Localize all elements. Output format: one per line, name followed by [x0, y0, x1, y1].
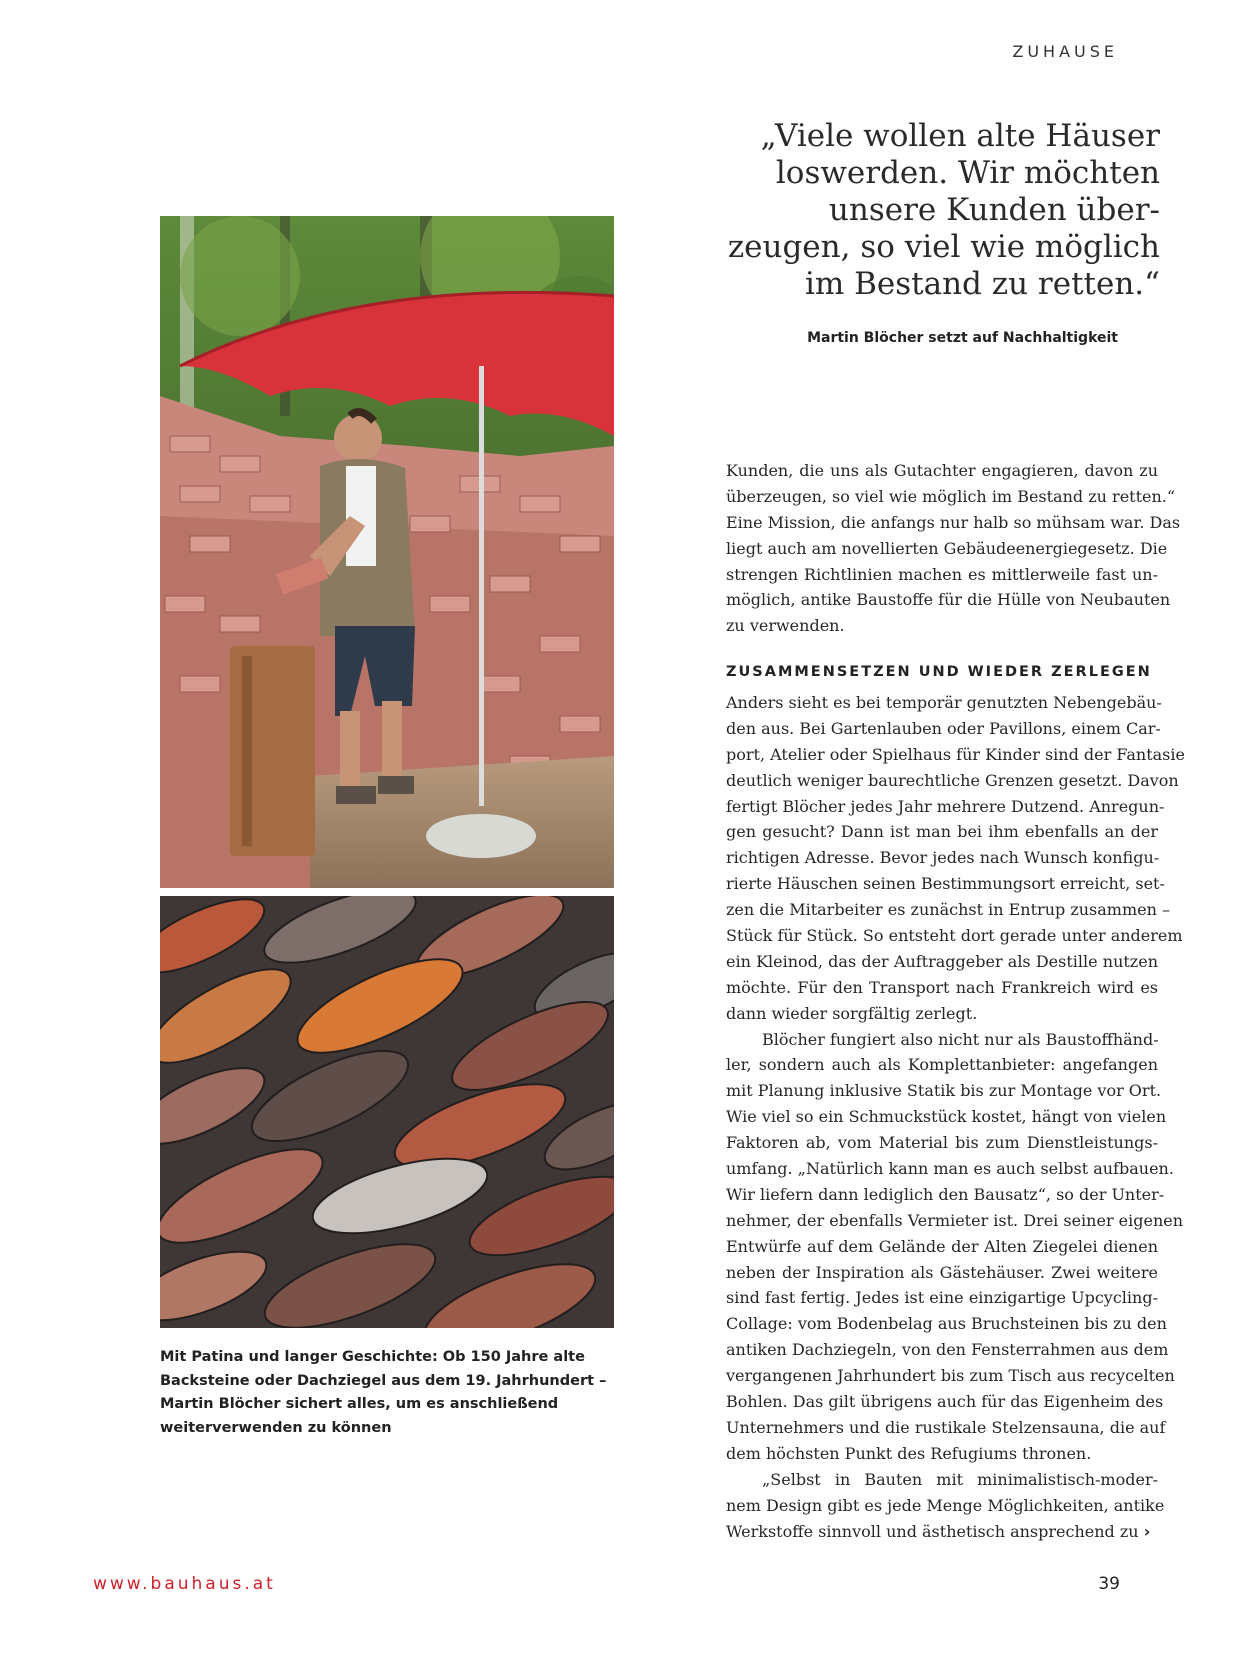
text-line: möglich, antike Baustoffe für die Hülle von Neubauten: [726, 590, 1171, 610]
text-line: deutlich weniger baurechtliche Grenzen gesetzt. Davon: [726, 770, 1179, 790]
pull-quote-line: „Viele wollen alte Häuser: [760, 118, 1160, 154]
photo-man-umbrella-bricks: [160, 216, 614, 888]
pull-quote-line: unsere Kunden über-: [828, 192, 1160, 228]
caption-line: Martin Blöcher sichert alles, um es anschließend: [160, 1396, 559, 1412]
text-line: nehmer, der ebenfalls Vermieter ist. Drei seiner eigenen: [726, 1210, 1184, 1230]
text-line: gen gesucht? Dann ist man bei ihm ebenfalls an der: [726, 822, 1158, 842]
text-line: strengen Richtlinien machen es mittlerweile fast un-: [726, 564, 1158, 584]
caption-line: weiterverwenden zu können: [160, 1419, 392, 1436]
text-line: ler, sondern auch als Komplettanbieter: angefangen: [726, 1055, 1158, 1075]
text-line: dem höchsten Punkt des Refugiums thronen.: [726, 1443, 1092, 1463]
text-line: fertigt Blöcher jedes Jahr mehrere Dutzend. Anregun-: [726, 796, 1165, 816]
pull-quote: [700, 118, 1160, 303]
text-line: sind fast fertig. Jedes ist eine einzigartige Upcycling-: [726, 1288, 1158, 1308]
caption-line: Backsteine oder Dachziegel aus dem 19. Jahrhundert –: [160, 1372, 607, 1389]
text-line: Entwürfe auf dem Gelände der Alten Ziegelei dienen: [726, 1236, 1158, 1256]
text-line: Bohlen. Das gilt übrigens auch für das Eigenheim des: [726, 1392, 1164, 1412]
article-intro-text: [726, 458, 1181, 639]
text-line: zen die Mitarbeiter es zunächst in Entrup zusammen –: [726, 900, 1171, 920]
pull-quote-line: im Bestand zu retten.“: [804, 266, 1160, 302]
text-line: nem Design gibt es jede Menge Möglichkeiten, antike: [726, 1495, 1165, 1515]
article-section-text: [726, 690, 1185, 1544]
quote-credit: Martin Blöcher setzt auf Nachhaltigkeit: [807, 330, 1118, 346]
text-line: Kunden, die uns als Gutachter engagieren, davon zu: [726, 461, 1158, 480]
text-line: vergangenen Jahrhundert bis zum Tisch aus recycelten: [726, 1366, 1175, 1386]
text-line: richtigen Adresse. Bevor jedes nach Wunsch konfigu-: [726, 848, 1160, 868]
text-line: Blöcher fungiert also nicht nur als Baustoffhänd-: [762, 1029, 1159, 1049]
text-line: Faktoren ab, vom Material bis zum Dienstleistungs-: [726, 1133, 1158, 1153]
text-line: Anders sieht es bei temporär genutzten Nebengebäu-: [726, 693, 1162, 712]
pull-quote-line: zeugen, so viel wie möglich: [727, 229, 1160, 265]
text-line: ein Kleinod, das der Auftraggeber als Destille nutzen: [726, 951, 1158, 971]
text-line: zu verwenden.: [726, 616, 845, 636]
text-line: möchte. Für den Transport nach Frankreich wird es: [726, 977, 1158, 997]
text-line: den aus. Bei Gartenlauben oder Pavillons, einem Car-: [726, 718, 1161, 738]
text-line: „Selbst in Bauten mit minimalistisch-moder-: [762, 1469, 1158, 1489]
text-line: port, Atelier oder Spielhaus für Kinder sind der Fantasie: [726, 744, 1185, 764]
text-line-content: Werkstoffe sinnvoll und ästhetisch ansprechend zu: [726, 1521, 1139, 1541]
section-subheading: ZUSAMMENSETZEN UND WIEDER ZERLEGEN: [726, 664, 1152, 680]
text-line: Wir liefern dann lediglich den Bausatz“, so der Unter-: [726, 1184, 1165, 1204]
section-label: ZUHAUSE: [1012, 42, 1118, 61]
text-line: Wie viel so ein Schmuckstück kostet, hängt von vielen: [726, 1107, 1167, 1127]
pull-quote-line: loswerden. Wir möchten: [775, 155, 1160, 191]
photo-roof-tiles: [160, 896, 614, 1328]
text-line: antiken Dachziegeln, von den Fensterrahmen aus dem: [726, 1340, 1169, 1360]
text-line: überzeugen, so viel wie möglich im Bestand zu retten.“: [726, 486, 1176, 506]
text-line: dann wieder sorgfältig zerlegt.: [726, 1003, 978, 1023]
text-line: [726, 1519, 1158, 1545]
footer-website-link[interactable]: www.bauhaus.at: [93, 1574, 276, 1594]
text-line: Collage: vom Bodenbelag aus Bruchsteinen bis zu den: [726, 1314, 1167, 1334]
text-line: liegt auch am novellierten Gebäudeenergiegesetz. Die: [726, 538, 1168, 558]
text-line: Unternehmers und die rustikale Stelzensauna, die auf: [726, 1417, 1166, 1437]
text-line: Eine Mission, die anfangs nur halb so mühsam war. Das: [726, 512, 1181, 532]
text-line: umfang. „Natürlich kann man es auch selbst aufbauen.: [726, 1159, 1174, 1179]
text-line: Stück für Stück. So entsteht dort gerade unter anderem: [726, 926, 1183, 946]
continue-arrow-icon: ›: [1143, 1521, 1151, 1541]
page-number: 39: [1098, 1574, 1120, 1594]
photo-caption: [160, 1346, 607, 1440]
text-line: neben der Inspiration als Gästehäuser. Zwei weitere: [726, 1262, 1158, 1282]
text-line: mit Planung inklusive Statik bis zur Montage vor Ort.: [726, 1081, 1162, 1101]
text-line: rierte Häuschen seinen Bestimmungsort erreicht, set-: [726, 874, 1165, 894]
caption-line: Mit Patina und langer Geschichte: Ob 150 Jahre alte: [160, 1349, 585, 1365]
